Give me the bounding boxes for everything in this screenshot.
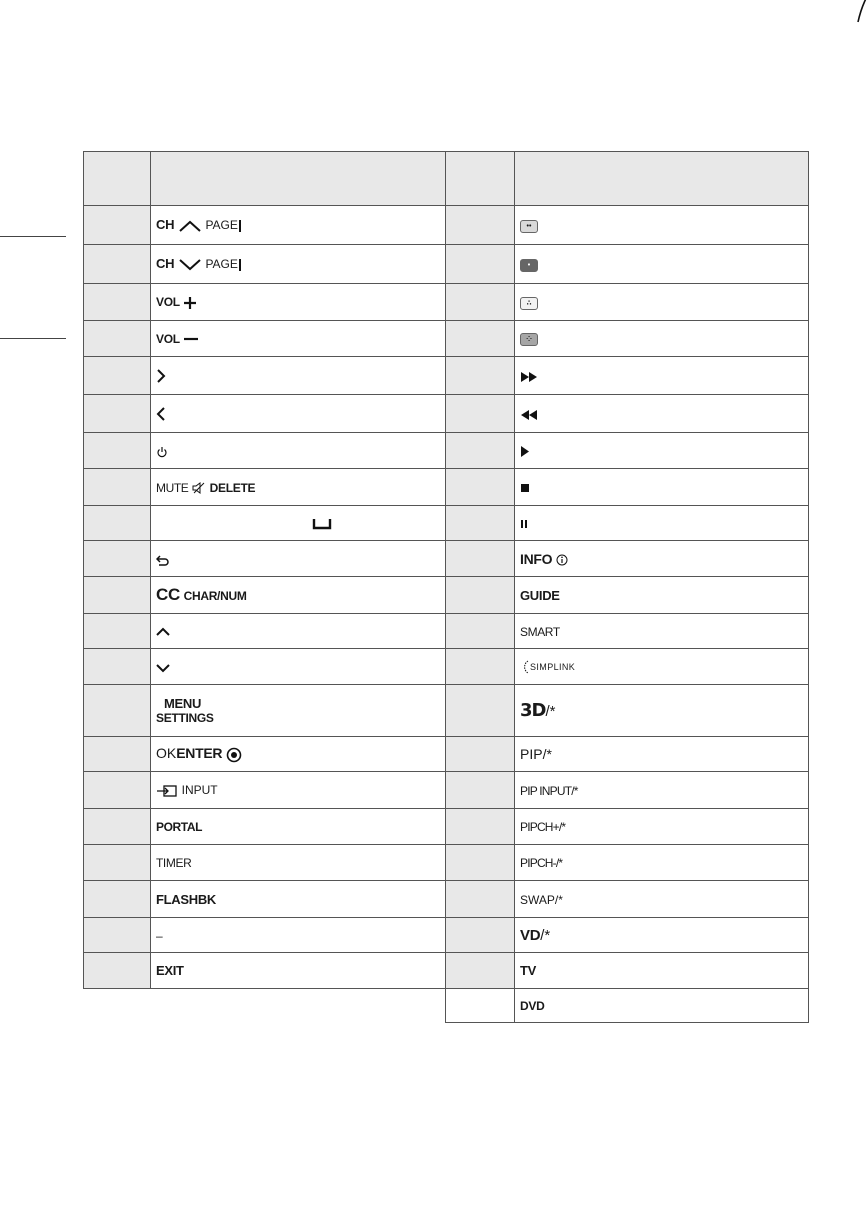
- function-cell: [151, 953, 446, 989]
- enter-circle-icon: [226, 747, 242, 763]
- side-divider-top: [0, 236, 66, 237]
- yellow-button-icon: ∴: [520, 297, 538, 310]
- code-cell: [446, 321, 515, 357]
- code-cell: [446, 918, 515, 953]
- code-cell: [446, 772, 515, 809]
- table-row: [84, 395, 446, 433]
- ch-up-page-icon: [178, 220, 202, 232]
- function-cell: [151, 321, 446, 357]
- function-cell: [515, 469, 809, 506]
- remote-codes-table-right: [445, 151, 809, 1023]
- code-cell: [446, 433, 515, 469]
- label-page: PAGE: [205, 218, 238, 233]
- table-row: [446, 614, 809, 649]
- function-cell: [515, 614, 809, 649]
- code-cell: [84, 284, 151, 321]
- code-cell: [84, 737, 151, 772]
- code-cell: [446, 541, 515, 577]
- table-row: [446, 953, 809, 989]
- table-row: [84, 772, 446, 809]
- stop-icon: [520, 483, 530, 493]
- table-row: [84, 245, 446, 284]
- function-cell: [151, 772, 446, 809]
- label-enter: ENTER: [176, 745, 223, 762]
- remote-codes-table-left: [83, 151, 446, 989]
- table-row: [84, 614, 446, 649]
- function-cell: [151, 433, 446, 469]
- vol-minus-icon: [183, 332, 199, 346]
- label-cc: CC: [156, 585, 180, 604]
- code-cell: [446, 206, 515, 245]
- table-row: [446, 737, 809, 772]
- function-cell: [515, 989, 809, 1023]
- code-cell: [84, 395, 151, 433]
- code-cell: [84, 809, 151, 845]
- label-page: PAGE: [205, 257, 238, 272]
- code-cell: [446, 395, 515, 433]
- table-row: [84, 206, 446, 245]
- function-cell: [151, 881, 446, 918]
- back-icon: [156, 554, 170, 566]
- function-cell: [151, 809, 446, 845]
- code-cell: [446, 881, 515, 918]
- table-row: [446, 772, 809, 809]
- code-cell: [84, 506, 151, 541]
- code-cell: [84, 357, 151, 395]
- label-pipch-minus: PIPCH-/*: [520, 856, 563, 870]
- label-exit: EXIT: [156, 963, 184, 978]
- header-function-cell: [151, 152, 446, 206]
- function-cell: [515, 357, 809, 395]
- table-row: [84, 649, 446, 685]
- code-cell: [446, 506, 515, 541]
- table-row: [446, 649, 809, 685]
- table-row: [84, 953, 446, 989]
- table-row: [446, 541, 809, 577]
- table-row: [84, 433, 446, 469]
- space-bar-icon: [312, 518, 332, 530]
- function-cell: [151, 918, 446, 953]
- table-row: [446, 685, 809, 737]
- label-mute: MUTE: [156, 480, 189, 495]
- page-corner-curve: [0, 0, 868, 40]
- table-row: [84, 918, 446, 953]
- label-pipch-plus: PIPCH+/*: [520, 820, 566, 834]
- function-cell: [515, 649, 809, 685]
- function-cell: [151, 395, 446, 433]
- label-pip-input: PIP INPUT/*: [520, 783, 578, 798]
- code-cell: [84, 918, 151, 953]
- table-row: [84, 541, 446, 577]
- label-ok: OK: [156, 745, 177, 762]
- header-code-cell: [446, 152, 515, 206]
- code-cell: [446, 245, 515, 284]
- table-row: [84, 737, 446, 772]
- power-icon: [156, 446, 168, 458]
- label-tv: TV: [520, 963, 537, 978]
- function-cell: [515, 321, 809, 357]
- function-cell: [515, 737, 809, 772]
- table-row: [84, 685, 446, 737]
- pause-icon: [520, 519, 528, 529]
- label-swap: SWAP/*: [520, 892, 563, 907]
- label-pip: PIP/*: [520, 746, 552, 762]
- label-guide: GUIDE: [520, 587, 560, 603]
- function-cell: [151, 649, 446, 685]
- function-cell: [515, 918, 809, 953]
- table-header-row: [84, 152, 446, 206]
- table-row: [84, 357, 446, 395]
- label-flashbk: FLASHBK: [156, 891, 217, 907]
- function-cell: [151, 469, 446, 506]
- code-cell: [446, 577, 515, 614]
- label-dash: –: [156, 928, 163, 943]
- label-simplink: SIMPLINK: [530, 662, 576, 673]
- function-cell: [151, 506, 446, 541]
- label-ch: CH: [156, 217, 175, 233]
- table-row: [446, 989, 809, 1023]
- label-menu: MENU: [164, 695, 202, 711]
- red-button-icon: ••: [520, 220, 538, 233]
- label-vol: VOL: [156, 331, 180, 346]
- code-cell: [84, 685, 151, 737]
- function-cell: [515, 433, 809, 469]
- function-cell: [151, 357, 446, 395]
- function-cell: [151, 845, 446, 881]
- function-cell: [515, 395, 809, 433]
- function-cell: [151, 206, 446, 245]
- table-row: [84, 809, 446, 845]
- code-cell: [84, 953, 151, 989]
- function-cell: [515, 506, 809, 541]
- function-cell: [515, 206, 809, 245]
- code-cell: [446, 357, 515, 395]
- function-cell: [515, 685, 809, 737]
- label-vd: VD: [520, 926, 541, 944]
- function-cell: [515, 845, 809, 881]
- code-cell: [446, 469, 515, 506]
- code-cell: [84, 577, 151, 614]
- function-cell: [515, 881, 809, 918]
- rewind-icon: [520, 410, 538, 420]
- vol-plus-icon: [183, 296, 197, 310]
- function-cell: [151, 577, 446, 614]
- chevron-down-icon: [156, 663, 170, 673]
- table-row: [84, 845, 446, 881]
- chevron-up-icon: [156, 627, 170, 637]
- label-char-num: CHAR/NUM: [183, 589, 247, 603]
- header-code-cell: [84, 152, 151, 206]
- green-button-icon: •: [520, 259, 538, 272]
- input-icon: [156, 784, 178, 798]
- blue-button-icon: ⁘: [520, 333, 538, 346]
- code-cell: [84, 433, 151, 469]
- code-cell: [84, 649, 151, 685]
- code-cell: [446, 284, 515, 321]
- table-row: [446, 577, 809, 614]
- label-ch: CH: [156, 256, 175, 272]
- label-vol: VOL: [156, 295, 180, 310]
- table-row: [446, 395, 809, 433]
- code-cell: [446, 685, 515, 737]
- function-cell: [151, 284, 446, 321]
- function-cell: [151, 685, 446, 737]
- chevron-right-icon: [156, 369, 166, 383]
- label-3d-suffix: /*: [545, 703, 556, 720]
- code-cell: [84, 469, 151, 506]
- code-cell: [84, 772, 151, 809]
- label-dvd: DVD: [520, 999, 545, 1013]
- label-info: INFO: [520, 550, 553, 567]
- function-cell: [151, 737, 446, 772]
- label-3d: 3D: [520, 700, 546, 721]
- table-row: [446, 881, 809, 918]
- side-divider-bottom: [0, 338, 66, 339]
- function-cell: [515, 809, 809, 845]
- code-cell: [84, 881, 151, 918]
- function-cell: [515, 245, 809, 284]
- code-cell: [446, 809, 515, 845]
- function-cell: [151, 614, 446, 649]
- code-cell: [84, 614, 151, 649]
- table-row: [446, 433, 809, 469]
- page-bar-icon: [238, 219, 242, 233]
- table-row: [84, 577, 446, 614]
- table-row: [446, 469, 809, 506]
- ch-down-page-icon: [178, 259, 202, 271]
- code-cell: [84, 845, 151, 881]
- label-vd-suffix: /*: [540, 926, 551, 944]
- table-row: [446, 284, 809, 321]
- simplink-icon: [520, 659, 530, 675]
- table-row: [446, 206, 809, 245]
- page-bar-icon: [238, 258, 242, 272]
- info-icon: [556, 554, 568, 566]
- label-smart: SMART: [520, 624, 560, 639]
- play-icon: [520, 446, 530, 457]
- table-row: [84, 321, 446, 357]
- code-cell: [446, 649, 515, 685]
- label-delete: DELETE: [209, 480, 256, 495]
- code-cell: [84, 206, 151, 245]
- code-cell: [446, 737, 515, 772]
- function-cell: [151, 245, 446, 284]
- code-cell: [84, 541, 151, 577]
- function-cell: [151, 541, 446, 577]
- table-row: [84, 506, 446, 541]
- fast-forward-icon: [520, 372, 538, 382]
- label-input: INPUT: [181, 783, 218, 798]
- function-cell: [515, 953, 809, 989]
- function-cell: [515, 772, 809, 809]
- code-cell: [84, 321, 151, 357]
- mute-icon: [192, 482, 206, 494]
- table-row: [446, 809, 809, 845]
- table-row: [446, 918, 809, 953]
- table-row: [446, 357, 809, 395]
- table-row: [84, 469, 446, 506]
- table-header-row: [446, 152, 809, 206]
- label-settings: SETTINGS: [156, 710, 214, 725]
- code-cell: [446, 953, 515, 989]
- code-cell: [446, 845, 515, 881]
- label-portal: PORTAL: [156, 820, 203, 834]
- table-row: [446, 321, 809, 357]
- table-row: [446, 506, 809, 541]
- table-row: [446, 845, 809, 881]
- code-cell: [84, 245, 151, 284]
- label-timer: TIMER: [156, 856, 192, 870]
- function-cell: [515, 284, 809, 321]
- chevron-left-icon: [156, 407, 166, 421]
- table-row: [84, 284, 446, 321]
- function-cell: [515, 541, 809, 577]
- table-row: [446, 245, 809, 284]
- code-cell: [446, 614, 515, 649]
- header-function-cell: [515, 152, 809, 206]
- function-cell: [515, 577, 809, 614]
- code-cell: [446, 989, 515, 1023]
- table-row: [84, 881, 446, 918]
